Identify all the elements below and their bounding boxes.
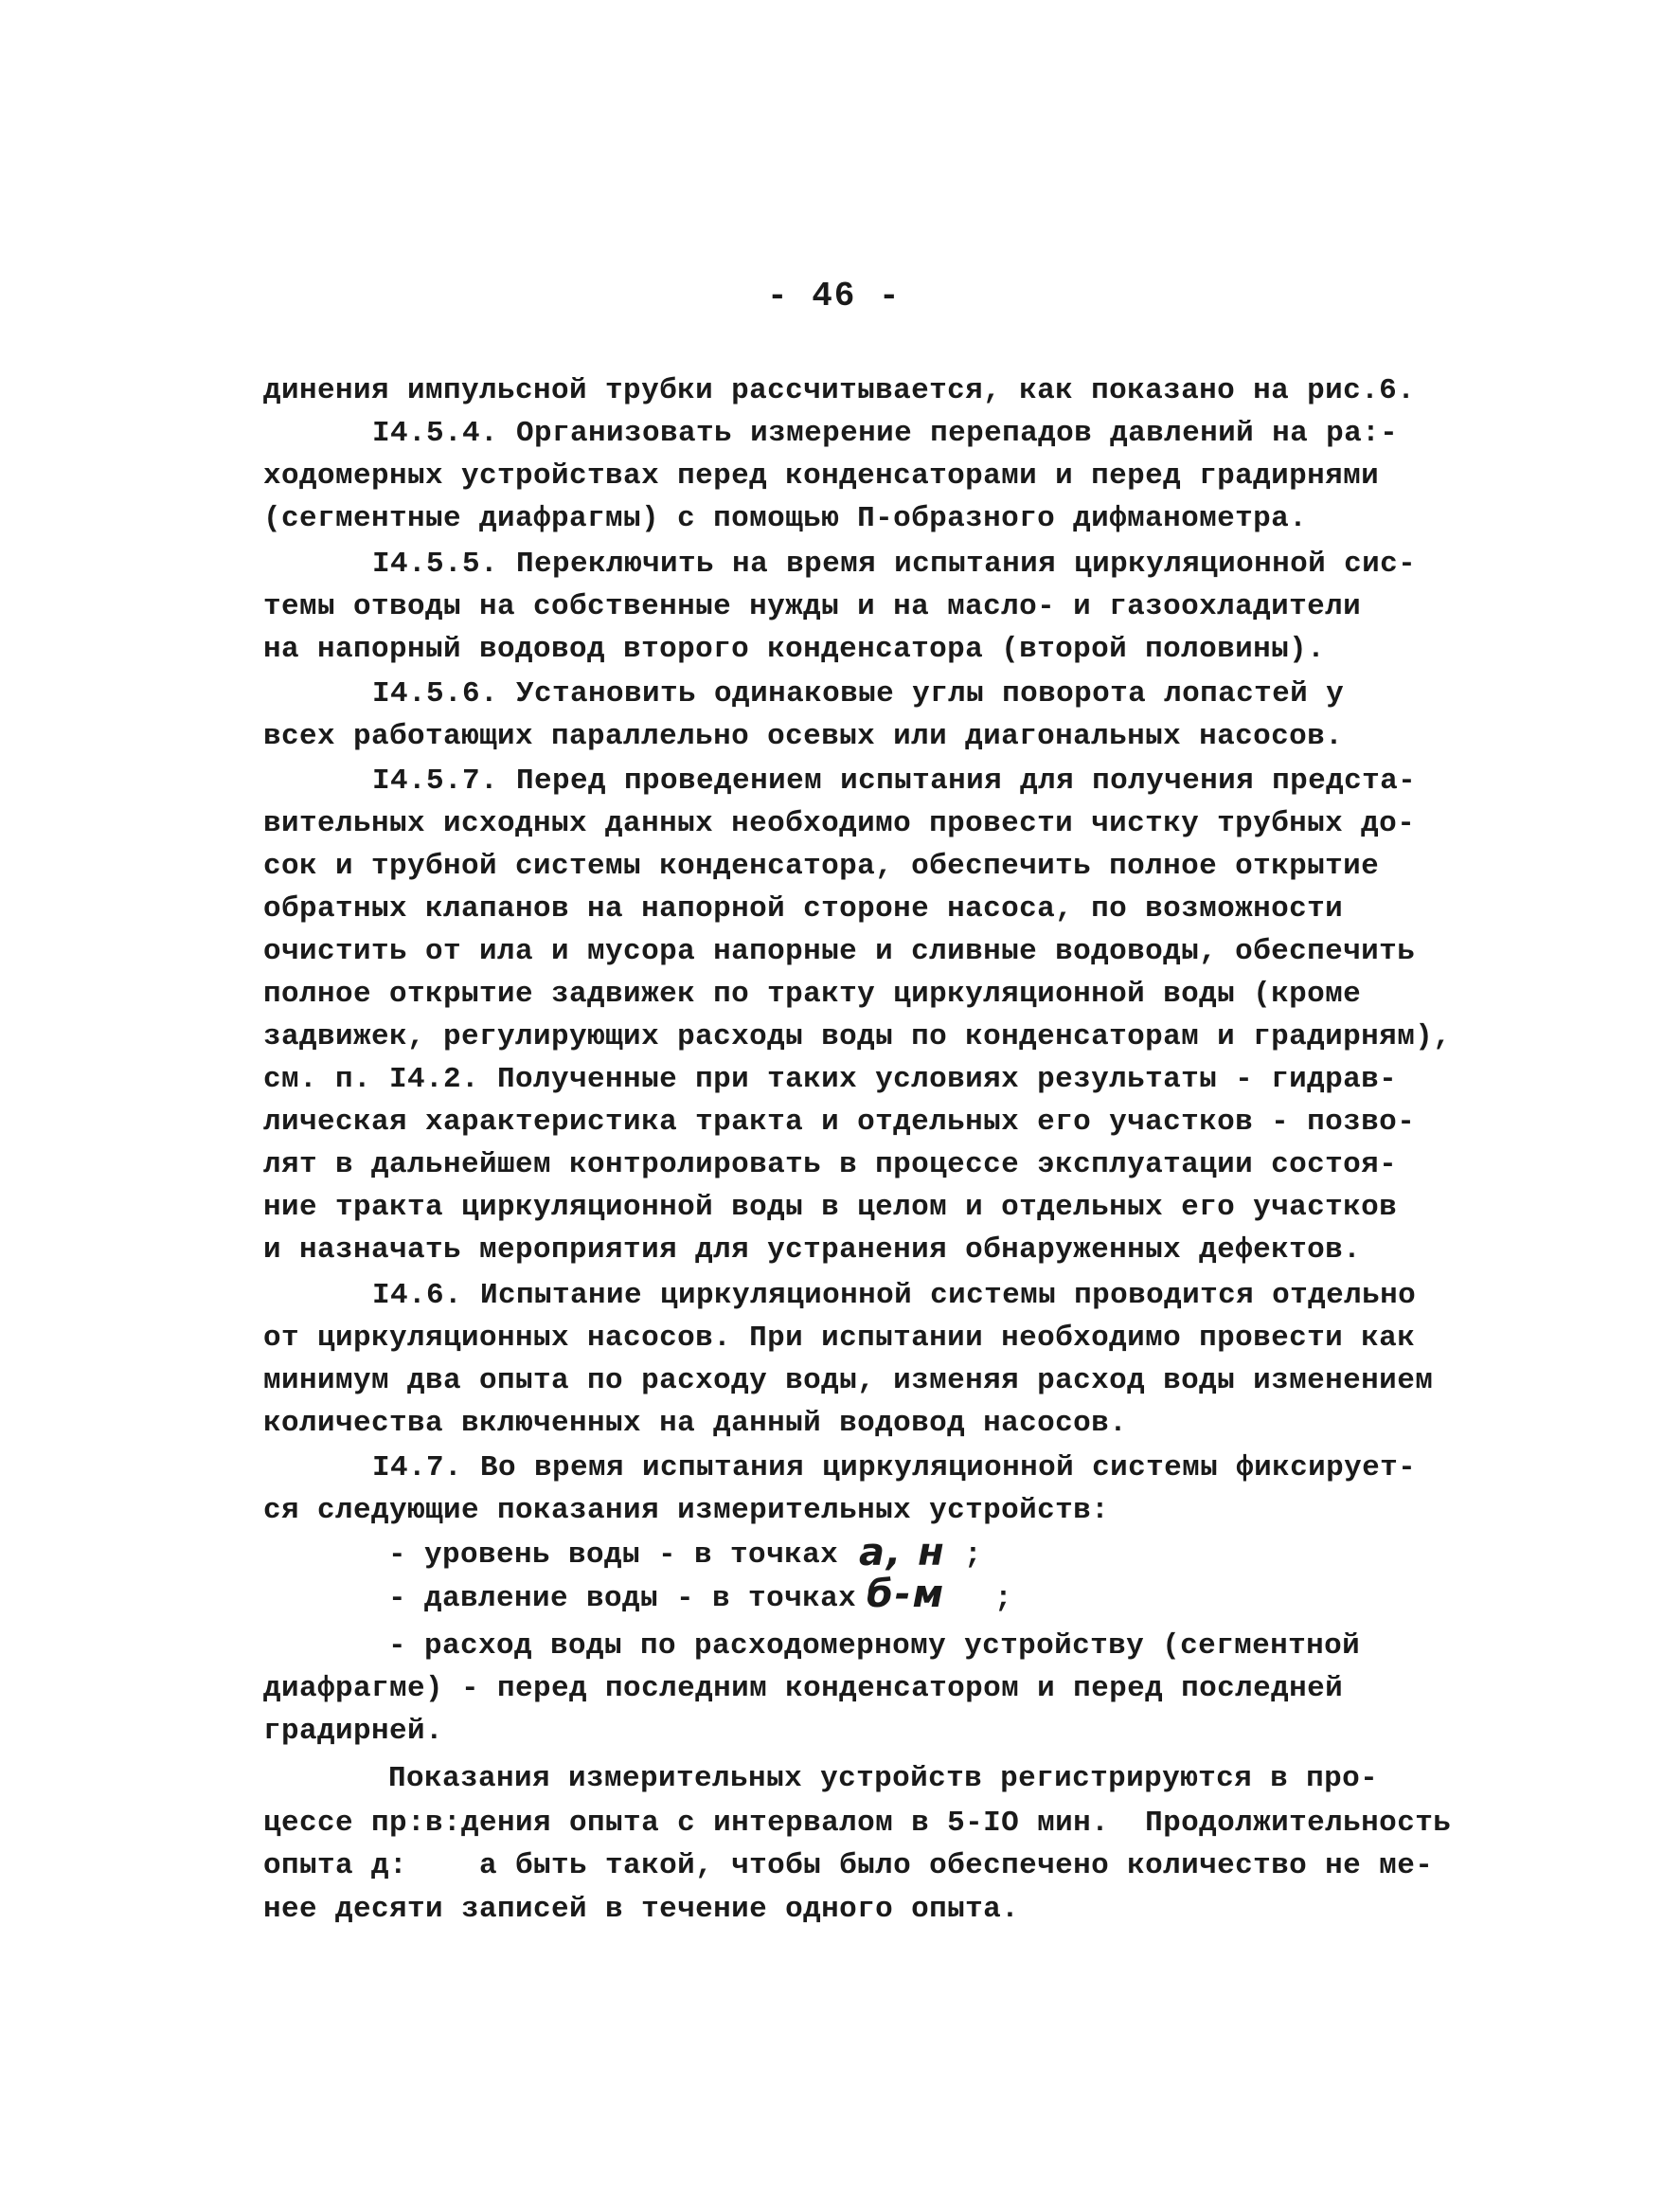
text-line: и назначать мероприятия для устранения обнаруженных дефектов. [263,1233,1362,1267]
text-line: всех работающих параллельно осевых или диагональных насосов. [263,720,1344,753]
text-line: лят в дальнейшем контролировать в процессе эксплуатации состоя- [263,1148,1398,1181]
text-line: темы отводы на собственные нужды и на масло- и газоохладители [263,590,1362,623]
text-line: Показания измерительных устройств регистрируются в про- [388,1762,1379,1795]
text-line: ся следующие показания измерительных устройств: [263,1494,1110,1527]
text-line: диафрагме) - перед последним конденсатором и перед последней [263,1672,1344,1705]
text-line: нее десяти записей в течение одного опыта. [263,1893,1020,1926]
text-line: (сегментные диафрагмы) с помощью П-образного дифманометра. [263,502,1308,535]
text-line: см. п. I4.2. Полученные при таких условиях результаты - гидрав- [263,1063,1398,1096]
text-line: количества включенных на данный водовод насосов. [263,1407,1128,1440]
semicolon: ; [964,1538,983,1572]
text-line: полное открытие задвижек по тракту циркуляционной воды (кроме [263,978,1362,1011]
text-line: I4.5.4. Организовать измерение перепадов давлений на ра:- [372,417,1399,450]
text-line: на напорный водовод второго конденсатора (второй половины). [263,633,1326,666]
text-line: обратных клапанов на напорной стороне насоса, по возможности [263,892,1344,926]
text-line: динения импульсной трубки рассчитывается, как показано на рис.6. [263,374,1416,407]
text-line: задвижек, регулирующих расходы воды по конденсаторам и градирням), [263,1020,1452,1053]
text-line: лическая характеристика тракта и отдельных его участков - позво- [263,1106,1416,1139]
page-number: - 46 - [767,277,902,315]
text-line: цессе пр:в:дения опыта с интервалом в 5-IO мин. Продолжительность [263,1807,1452,1840]
text-line: ние тракта циркуляционной воды в целом и отдельных его участков [263,1191,1398,1224]
text-line: ходомерных устройствах перед конденсаторами и перед градирнями [263,459,1380,493]
text-line: сок и трубной системы конденсатора, обеспечить полное открытие [263,850,1380,883]
text-line: - расход воды по расходомерному устройству (сегментной [388,1629,1361,1663]
semicolon: ; [994,1582,1013,1615]
text-line: I4.6. Испытание циркуляционной системы проводится отдельно [372,1279,1417,1312]
text-line: I4.7. Во время испытания циркуляционной системы фиксирует- [372,1451,1417,1484]
text-line: - уровень воды - в точках [388,1538,839,1572]
text-line: I4.5.6. Установить одинаковые углы поворота лопастей у [372,677,1345,710]
text-line: опыта д: а быть такой, чтобы было обеспечено количество не ме- [263,1849,1434,1882]
text-line: градирней. [263,1715,444,1748]
text-line: минимум два опыта по расходу воды, изменяя расход воды изменением [263,1364,1434,1397]
text-line: вительных исходных данных необходимо провести чистку трубных до- [263,807,1416,840]
text-line: - давление воды - в точках [388,1582,857,1615]
text-line: очистить от ила и мусора напорные и сливные водоводы, обеспечить [263,935,1416,968]
text-line: от циркуляционных насосов. При испытании необходимо провести как [263,1322,1416,1355]
text-line: I4.5.7. Перед проведением испытания для получения предста- [372,764,1417,798]
handwritten-points-pressure: б-м [867,1573,946,1616]
text-line: I4.5.5. Переключить на время испытания циркуляционной сис- [372,548,1417,581]
handwritten-points-level: а, н [859,1531,946,1574]
